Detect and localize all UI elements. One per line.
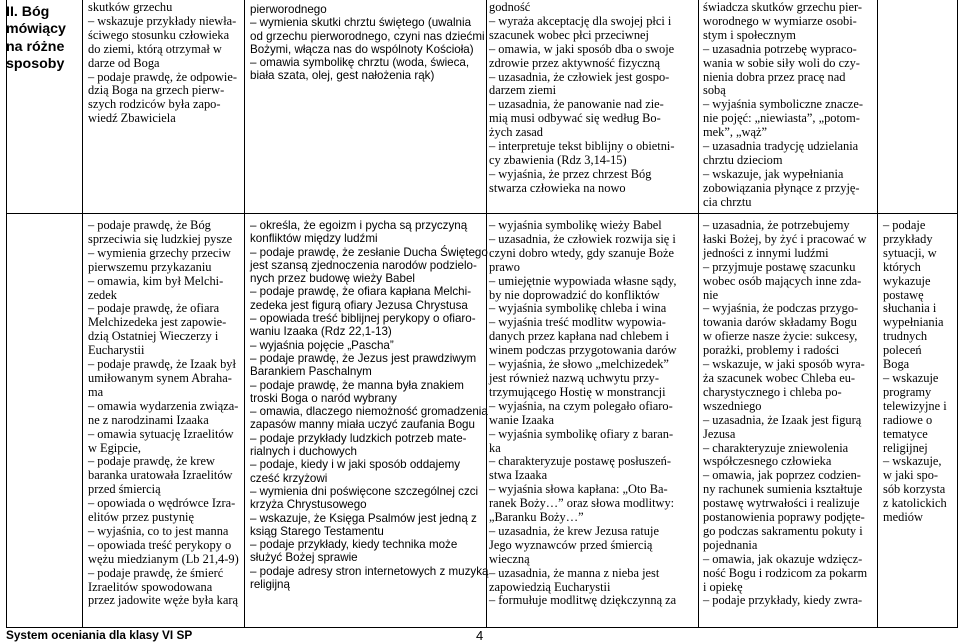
text-line: wieczną [489, 551, 530, 566]
text-line: – określa, że egoizm i pycha są przyczyną [250, 219, 468, 232]
text-line: zedeka jest figurą ofiary Jezusa Chrystusa [250, 298, 468, 312]
text-line: danych przez kapłana nad chlebem i [489, 329, 669, 344]
text-line: ne z narodzinami Izaaka [88, 412, 209, 427]
text-line: – interpretuje tekst biblijny o obietni- [489, 139, 675, 154]
text-line: Bożymi, włącza nas do wspólnoty Kościoła) [250, 42, 474, 56]
text-line: stwa Izaaka [489, 468, 548, 483]
text-line: – podaje przykłady ludzkich potrzeb mate- [250, 431, 467, 445]
text-line: ściwego stosunku człowieka [88, 27, 230, 42]
text-line: – opowiada treść biblijnej perykopy o ofiaro- [250, 312, 476, 326]
col2-bottom [250, 219, 489, 592]
text-line: ksiąg Starego Testamentu [250, 524, 384, 538]
footer-label: System oceniania dla klasy VI SP [6, 628, 193, 642]
text-line: świadcza skutków grzechu pier- [703, 0, 863, 14]
text-line: – omawia, w jaki sposób dba o swoje [489, 41, 675, 56]
text-line: tematyce [883, 426, 928, 441]
text-line: by nie doprowadzić do konfliktów [489, 287, 660, 302]
text-line: chrztu dzieciom [703, 152, 783, 167]
text-line: prawo [489, 259, 520, 274]
text-line: cia chrztu [703, 194, 752, 209]
text-line: waniu Izaaka (Rdz 22,1-13) [250, 325, 392, 339]
text-line: nienia dobra przez pracę nad [703, 69, 846, 84]
text-line: wypełniania [883, 315, 944, 330]
text-line: – uzasadnia, że manna z nieba jest [489, 565, 660, 580]
text-line: wanie Izaaka [489, 412, 555, 427]
text-line: charystycznego i chleba po- [703, 384, 842, 399]
col3-top [489, 1, 689, 196]
text-line: – uzasadnia, że człowiek rozwija się i [489, 231, 676, 246]
text-line: stym i społecznym [703, 27, 796, 42]
text-line: nych przez budowę wieży Babel [250, 272, 415, 286]
text-line: – wyjaśnia, że przez chrzest Bóg [489, 166, 652, 181]
text-line: z katolickich [883, 496, 947, 511]
text-line: – wyjaśnia, że podczas przygo- [703, 301, 859, 316]
text-line: – wskazuje przykłady niewła- [88, 13, 237, 28]
text-line: Jezusa [703, 426, 736, 441]
text-line: – wskazuje [883, 370, 939, 385]
text-line: – uzasadnia, że Izaak jest figurą [703, 412, 862, 427]
table-border [244, 0, 245, 628]
text-line: – wyjaśnia, co to jest manna [88, 523, 229, 538]
text-line: radiowe o [883, 412, 933, 427]
text-line: – przyjmuje postawę szacunku [703, 259, 856, 274]
text-line: – omawia, kim był Melchi- [88, 273, 224, 288]
text-line: – omawia symbolikę chrztu (woda, świeca, [250, 56, 470, 70]
col2-top [250, 3, 485, 83]
text-line: sprzeciwia się ludzkiej pysze [88, 231, 233, 246]
text-line: – uzasadnia, że człowiek jest gospo- [489, 69, 670, 84]
text-line: wszedniego [703, 398, 762, 413]
col4-bottom [703, 219, 869, 608]
text-line: umiłowanym synem Abraha- [88, 370, 232, 385]
text-line: ma [88, 384, 104, 399]
table-border [698, 0, 699, 628]
text-line: worodnego w wymiarze osobi- [703, 13, 857, 28]
title-line: II. Bóg [6, 4, 50, 20]
text-line: – wskazuje, jak wypełniania [703, 166, 844, 181]
text-line: mediów [883, 510, 923, 525]
text-line: ranek Boży…” oraz słowa modlitwy: [489, 496, 675, 511]
text-line: ny rachunek sumienia kształtuje [703, 482, 863, 497]
table-border [877, 0, 878, 628]
text-line: – podaje adresy stron internetowych z muzyką [250, 564, 489, 578]
text-line: – podaje prawdę, że ofiara [88, 301, 220, 316]
text-line: – wyjaśnia symbolikę wieży Babel [489, 218, 662, 232]
text-line: słuchania i [883, 301, 937, 316]
text-line: baranka uratowała Izraelitów [88, 468, 233, 483]
col4-top [703, 1, 869, 210]
text-line: dzią Boga na grzech pierw- [88, 83, 225, 98]
text-line: w ofierze nasze życie: sukcesy, [703, 329, 858, 344]
text-line: zdrowie przez aktywność fizyczną [489, 55, 660, 70]
text-line: jest szansą zjednoczenia narodów podzielo- [250, 258, 477, 272]
text-line: – podaje prawdę, że Bóg [88, 218, 211, 232]
text-line: – formułuje modlitwę dziękczynną za [489, 593, 677, 608]
text-line: – omawia sytuację Izraelitów [88, 426, 234, 441]
text-line: – wyjaśnia symbolikę chleba i wina [489, 301, 667, 316]
text-line: – podaje prawdę, że zesłanie Ducha Świętego [250, 245, 488, 259]
table-border [82, 0, 83, 628]
text-line: postawę wytrwałości i realizuje [703, 496, 860, 511]
text-line: programy [883, 384, 932, 399]
col1-bottom [88, 218, 239, 608]
text-line: towania darów składamy Bogu [703, 315, 857, 330]
row-divider [6, 213, 958, 214]
text-line: wania w sobie siły woli do czy- [703, 55, 860, 70]
col5-bottom [883, 219, 953, 525]
text-line: elitów przez pustynię [88, 510, 194, 525]
text-line: „Baranku Boży…” [489, 510, 584, 525]
col3-bottom [489, 219, 689, 608]
text-line: – wyjaśnia symbolikę ofiary z baran- [489, 426, 674, 441]
text-line: pierworodnego [250, 3, 327, 16]
text-line: – omawia, jak poprzez codzien- [703, 468, 861, 483]
text-line: przykłady [883, 231, 933, 246]
text-line: zobowiązania płynące z przyję- [703, 180, 860, 195]
table-border [957, 0, 958, 628]
text-line: – podaje prawdę, że śmierć [88, 565, 224, 580]
text-line: – wyjaśnia treść modlitw wypowia- [489, 315, 666, 330]
text-line: Izraelitów spowodowana [88, 579, 213, 594]
text-line: – charakteryzuje zniewolenia [703, 440, 849, 455]
text-line: mią musi odbywać się według Bo- [489, 111, 661, 126]
text-line: w jaki spo- [883, 468, 939, 483]
text-line: Boga [883, 357, 910, 372]
text-line: przez jadowite węże była karą [88, 593, 238, 608]
text-line: – uzasadnia potrzebę wypraco- [703, 41, 857, 56]
text-line: – charakteryzuje postawę posłuszeń- [489, 454, 671, 469]
text-line: do ziemi, którą otrzymał w [88, 41, 222, 56]
text-line: Jego wyznawców przed śmiercią [489, 537, 653, 552]
text-line: od grzechu pierworodnego, czyni nas dziećmi [250, 29, 485, 43]
text-line: sób korzysta [883, 482, 946, 497]
text-line: – wyjaśnia, że słowo „melchizedek” [489, 357, 669, 372]
text-line: telewizyjne i [883, 398, 947, 413]
text-line: – wymienia skutki chrztu świętego (uwalnia [250, 16, 472, 30]
text-line: łaski Bożej, by żyć i pracować w [703, 231, 867, 246]
text-line: – uzasadnia, że potrzebujemy [703, 218, 850, 232]
text-line: ność Bogu i rodzicom za pokarm [703, 565, 868, 580]
text-line: – podaje prawdę, że odpowie- [88, 69, 237, 84]
text-line: w Egipcie, [88, 440, 141, 455]
text-line: trudnych [883, 329, 928, 344]
text-line: – wyjaśnia symboliczne znacze- [703, 97, 863, 112]
text-line: jedności z innymi ludźmi [703, 245, 829, 260]
text-line: – podaje prawdę, że krew [88, 454, 215, 469]
section-title [6, 4, 80, 74]
text-line: poleceń [883, 343, 922, 358]
text-line: – wyjaśnia, na czym polegało ofiaro- [489, 398, 673, 413]
text-line: których [883, 259, 921, 274]
text-line: rialnych i duchowych [250, 445, 357, 459]
text-line: winem podczas przygotowania darów [489, 343, 677, 358]
text-line: szych rodziców była zapo- [88, 97, 221, 112]
text-line: darze od Boga [88, 55, 160, 70]
text-line: ka [489, 440, 501, 455]
table-border [6, 0, 7, 628]
title-line: sposoby [6, 56, 65, 73]
text-line: konfliktów między ludźmi [250, 232, 378, 246]
title-line: mówiący [6, 21, 66, 38]
text-line: – podaje prawdę, że Izaak był [88, 357, 236, 372]
title-line: na różne [6, 38, 65, 55]
text-line: nie pojęć: „niewiasta”, „potom- [703, 111, 860, 126]
text-line: – wskazuje, [883, 454, 942, 469]
text-line: współczesnego człowieka [703, 454, 832, 469]
text-line: – podaje [883, 218, 926, 232]
text-line: – wyjaśnia słowa kapłana: „Oto Ba- [489, 482, 668, 497]
text-line: – opowiada treść perykopy o [88, 537, 232, 552]
text-line: Eucharystii [88, 343, 145, 358]
text-line: postawę [883, 287, 924, 302]
text-line: – podaje prawdę, że manna była znakiem [250, 378, 464, 392]
text-line: – podaje przykłady, kiedy zwra- [703, 593, 863, 608]
text-line: cześć krzyżowi [250, 471, 328, 485]
text-line: godność [489, 0, 531, 14]
page-number: 4 [476, 628, 484, 643]
text-line: – wskazuje, w jaki sposób wyra- [703, 357, 865, 372]
text-line: przed śmiercią [88, 482, 161, 497]
col1-top [88, 1, 236, 126]
text-line: Barankiem Paschalnym [250, 365, 372, 379]
text-line: wężu miedzianym (Lb 21,4-9) [88, 551, 239, 566]
text-line: czyni dobro wtedy, gdy szanuje Boże [489, 245, 674, 260]
text-line: – uzasadnia, że panowanie nad zie- [489, 97, 664, 112]
text-line: Melchizedeka jest zapowie- [88, 315, 227, 330]
text-line: wykazuje [883, 273, 931, 288]
text-line: – wskazuje, że Księga Psalmów jest jedną z [250, 511, 477, 525]
text-line: jest również nazwą uchwytu przy- [489, 370, 659, 385]
text-line: zedek [88, 287, 117, 302]
text-line: porażki, problemy i radości [703, 343, 840, 358]
text-line: służyć Bożej sprawie [250, 551, 358, 565]
text-line: – podaje prawdę, że Jezus jest prawdziwym [250, 351, 477, 365]
text-line: wiedź Zbawiciela [88, 111, 176, 126]
text-line: – omawia wydarzenia związa- [88, 398, 239, 413]
text-line: skutków grzechu [88, 0, 173, 14]
text-line: sytuacji, w [883, 245, 937, 260]
text-line: żych zasad [489, 125, 544, 140]
text-line: – wyjaśnia pojęcie „Pascha” [250, 338, 394, 352]
text-line: religijną [250, 578, 290, 592]
text-line: – podaje przykłady, kiedy technika może [250, 538, 458, 552]
text-line: – podaje prawdę, że ofiara kapłana Melchi- [250, 285, 472, 299]
text-line: – omawia, jak okazuje wdzięcz- [703, 551, 863, 566]
text-line: i opiekę [703, 579, 743, 594]
text-line: wobec osób mających inne zda- [703, 273, 862, 288]
text-line: religijnej [883, 440, 928, 455]
text-line: sobą [703, 83, 726, 98]
text-line: dzią Ostatniej Wieczerzy i [88, 329, 219, 344]
text-line: zapasów manny miała uczyć zaufania Bogu [250, 418, 475, 432]
text-line: – umiejętnie wypowiada własne sądy, [489, 273, 677, 288]
text-line: pierwszemu przykazaniu [88, 259, 212, 274]
text-line: szacunek wobec płci przeciwnej [489, 27, 649, 42]
text-line: pojednania [703, 537, 758, 552]
text-line: biała szata, olej, gest nałożenia rąk) [250, 69, 435, 83]
text-line: nie [703, 287, 719, 302]
text-line: – opowiada o wędrówce Izra- [88, 496, 236, 511]
text-line: ża szacunek wobec Chleba eu- [703, 370, 856, 385]
text-line: cy zbawienia (Rdz 3,14-15) [489, 152, 627, 167]
text-line: – wyraża akceptację dla swojej płci i [489, 13, 672, 28]
text-line: zapowiedzią Eucharystii [489, 579, 611, 594]
text-line: – uzasadnia, że krew Jezusa ratuje [489, 523, 659, 538]
text-line: troski Boga o naród wybrany [250, 391, 397, 405]
text-line: mek”, „wąż” [703, 125, 767, 140]
text-line: – wymienia dni poświęcone szczególnej czci [250, 484, 479, 498]
text-line: – wymienia grzechy przeciw [88, 245, 231, 260]
text-line: krzyża Chrystusowego [250, 498, 367, 512]
text-line: go podczas sakramentu pokuty i [703, 523, 863, 538]
text-line: stwarza człowieka na nowo [489, 180, 626, 195]
text-line: darzem ziemi [489, 83, 557, 98]
text-line: trzymującego Hostię w monstrancji [489, 384, 666, 399]
text-line: – uzasadnia tradycję udzielania [703, 139, 859, 154]
text-line: – podaje, kiedy i w jaki sposób oddajemy [250, 458, 461, 472]
text-line: postanowienia poprawy podjęte- [703, 510, 865, 525]
table-border [486, 0, 487, 628]
text-line: – omawia, dlaczego niemożność gromadzenia [250, 405, 488, 419]
